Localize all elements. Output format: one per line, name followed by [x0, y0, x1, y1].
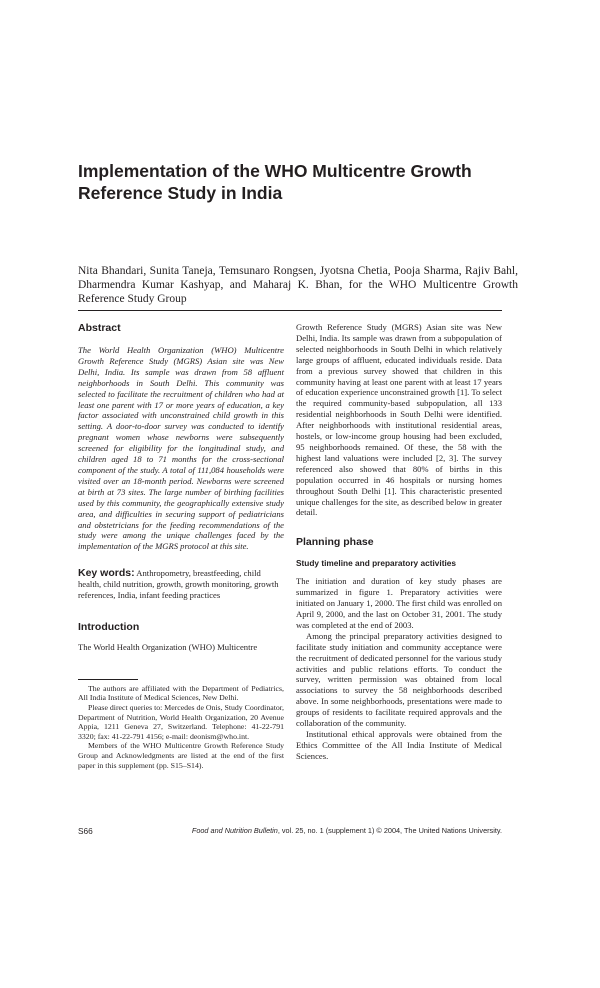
ethics-paragraph: Institutional ethical approvals were obtained from the Ethics Committee of the All India Institute of Medical Sciences. [296, 729, 502, 761]
journal-name: Food and Nutrition Bulletin [191, 826, 278, 835]
timeline-paragraph: The initiation and duration of key study phases are summarized in figure 1. Preparatory activities were initiated on January 1, 2000. The first child was enrolled on April 9, 2000, and the last on October 31, 2001. The study was completed at the end of 2003. [296, 576, 502, 630]
footnote-divider [78, 679, 138, 680]
footnote-queries: Please direct queries to: Mercedes de Onis, Study Coordinator, Department of Nutrition, World Health Organization, 20 Avenue Appia, 1211 Geneva 27, Switzerland. Telephone: 41-22-791 3320; fax: 41-22-791 4156; e-mail: deonism@who.int. [78, 703, 284, 741]
keywords [78, 568, 284, 601]
header-divider [78, 310, 502, 311]
journal-details: , vol. 25, no. 1 (supplement 1) © 2004, The United Nations University. [277, 826, 502, 835]
left-column [78, 322, 284, 770]
page-number: S66 [78, 826, 93, 836]
author-list: Nita Bhandari, Sunita Taneja, Temsunaro Rongsen, Jyotsna Chetia, Pooja Sharma, Rajiv Bahl, Dharmendra Kumar Kashyap, and Maharaj K. Bhan, for the WHO Multicentre Growth Reference Study Group [78, 265, 518, 305]
introduction-text: The World Health Organization (WHO) Multicentre [78, 641, 258, 652]
article-title: Implementation of the WHO Multicentre Growth Reference Study in India [78, 161, 472, 203]
abstract-heading: Abstract [78, 322, 121, 334]
footnote-affiliation: The authors are affiliated with the Department of Pediatrics, All India Institute of Medical Sciences, New Delhi. [78, 683, 284, 703]
keywords-text: Anthropometry, breastfeeding, child health, child nutrition, growth, growth monitoring, growth references, India, infant feeding practices [78, 568, 279, 601]
footnote-members: Members of the WHO Multicentre Growth Reference Study Group and Acknowledgments are listed at the end of the first paper in this supplement (pp. S15–S14). [78, 741, 284, 770]
introduction-continued: Growth Reference Study (MGRS) Asian site was New Delhi, India. Its sample was drawn from a subpopulation of selected neighborhoods in South Delhi in which relatively large groups of affluent, educated individuals reside. Data from a previous survey showed that children in this community having at least one parent with at least 17 years of education experience unconstrained growth [1]. To select the required community-based subpopulation, all 133 residential neighborhoods in South Delhi were identified. After neighborhoods with institutional residential areas, hostels, or low-income group housing had been excluded, 95 neighborhoods remained. Of these, the 58 with the highest land valuations were included [2, 3]. The survey referenced also showed that 80% of births in this population occurred in 46 hospitals or nursing homes throughout South Delhi [1]. This characteristic presented unique challenges for the site, as described below in greater detail. [296, 322, 502, 518]
timeline-subheading: Study timeline and preparatory activities [296, 558, 456, 569]
introduction-heading: Introduction [78, 620, 140, 633]
preparatory-paragraph: Among the principal preparatory activities designed to facilitate study initiation and community acceptance were the recruitment of dedicated personnel for the various study activities and public relations efforts. To conduct the survey, written permission was obtained from local associations to survey the 58 neighborhoods described above. In some neighborhoods, presentations were made to groups of residents to facilitate required approvals and the collaboration of the community. [296, 630, 502, 729]
planning-heading: Planning phase [296, 536, 374, 549]
abstract-text: The World Health Organization (WHO) Multicentre Growth Reference Study (MGRS) Asian site was New Delhi, India. Its sample was drawn from 58 affluent neighborhoods in South Delhi. This community was selected to facilitate the recruitment of children who had at least one parent with 17 or more years of education, a key factor associated with unconstrained child growth in this setting. A door-to-door survey was conducted to identify pregnant women whose newborns were subsequently screened for eligibility for the longitudinal study, and children aged 18 to 71 months for the cross-sectional component of the study. A total of 111,084 households were visited over an 18-month period. Newborns were screened at birth at 73 sites. The large number of birthing facilities used by this community, the geographically extensive study area, and difficulties in securing support of pediatricians and obstetricians for the feeding recommendations of the study were among the unique challenges faced by the implementation of the MGRS protocol at this site. [78, 345, 284, 552]
keywords-label: Key words: [78, 567, 135, 580]
journal-citation [188, 826, 502, 837]
right-column [296, 322, 502, 762]
